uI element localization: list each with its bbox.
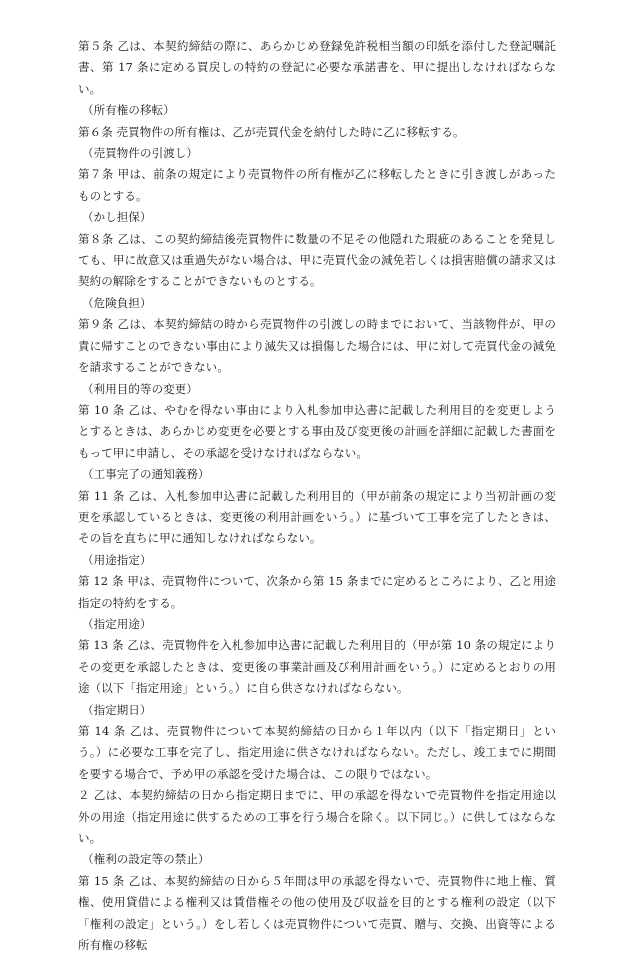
- article-8: 第８条 乙は、この契約締結後売買物件に数量の不足その他隠れた瑕疵のあることを発見しても、甲に故意又は重過失がない場合は、甲に売買代金の減免若しくは損害賠償の請求又は契約の解除をすることができないものとする。: [78, 231, 556, 289]
- article-10: 第 10 条 乙は、やむを得ない事由により入札参加申込書に記載した利用目的を変更しようとするときは、あらかじめ変更を必要とする事由及び変更後の計画を詳細に記載した書面をもって甲に申請し、その承認を受けなければならない。: [78, 402, 556, 460]
- heading-completion-notice: （工事完了の通知義務）: [82, 467, 210, 482]
- article-6: 第６条 売買物件の所有権は、乙が売買代金を納付した時に乙に移転する。: [78, 124, 465, 139]
- article-5: 第５条 乙は、本契約締結の際に、あらかじめ登録免許税相当額の印紙を添付した登記嘱託書、第 17 条に定める買戻しの特約の登記に必要な承諾書を、甲に提出しなければならない。: [78, 39, 556, 96]
- article-13: 第 13 条 乙は、売買物件を入札参加申込書に記載した利用目的（甲が第 10 条の規定によりその変更を承認したときは、変更後の事業計画及び利用計画をいう。）に定めるとおりの用途（以下「指定用途」という。）に自ら供さなければならない。: [78, 638, 556, 696]
- heading-rights-prohibition: （権利の設定等の禁止）: [82, 852, 210, 867]
- heading-risk-burden: （危険負担）: [82, 295, 152, 310]
- heading-ownership-transfer: （所有権の移転）: [82, 103, 175, 118]
- heading-defect-warranty: （かし担保）: [82, 210, 152, 225]
- article-12: 第 12 条 甲は、売買物件について、次条から第 15 条までに定めるところにより、乙と用途指定の特約をする。: [78, 574, 556, 610]
- article-9: 第９条 乙は、本契約締結の時から売買物件の引渡しの時までにおいて、当該物件が、甲の責に帰すことのできない事由により滅失又は損傷した場合には、甲に対して売買代金の減免を請求することができない。: [78, 317, 556, 375]
- article-11: 第 11 条 乙は、入札参加申込書に記載した利用目的（甲が前条の規定により当初計画の変更を承認しているときは、変更後の利用計画をいう。）に基づいて工事を完了したときは、その旨を直ちに甲に通知しなければならない。: [78, 488, 556, 546]
- article-15: 第 15 条 乙は、本契約締結の日から５年間は甲の承認を得ないで、売買物件に地上権、質権、使用貸借による権利又は賃借権その他の使用及び収益を目的とする権利の設定（以下「権利の設定」という。）をし若しくは売買物件について売買、贈与、交換、出資等による所有権の移転: [78, 873, 556, 953]
- heading-purpose-change: （利用目的等の変更）: [82, 381, 198, 396]
- heading-designated-period: （指定期日）: [82, 702, 152, 717]
- article-14-paragraph-2: ２ 乙は、本契約締結の日から指定期日までに、甲の承認を得ないで売買物件を指定用途以外の用途（指定用途に供するための工事を行う場合を除く。以下同じ。）に供してはならない。: [78, 788, 556, 846]
- heading-use-designation: （用途指定）: [82, 552, 152, 567]
- article-7: 第７条 甲は、前条の規定により売買物件の所有権が乙に移転したときに引き渡しがあったものとする。: [78, 167, 556, 203]
- heading-designated-use: （指定用途）: [82, 616, 152, 631]
- heading-delivery: （売買物件の引渡し）: [82, 146, 198, 161]
- contract-page: [78, 36, 556, 956]
- article-14: 第 14 条 乙は、売買物件について本契約締結の日から１年以内（以下「指定期日」という。）に必要な工事を完了し、指定用途に供さなければならない。ただし、竣工までに期間を要する場合で、予め甲の承認を受けた場合は、この限りではない。: [78, 724, 556, 781]
